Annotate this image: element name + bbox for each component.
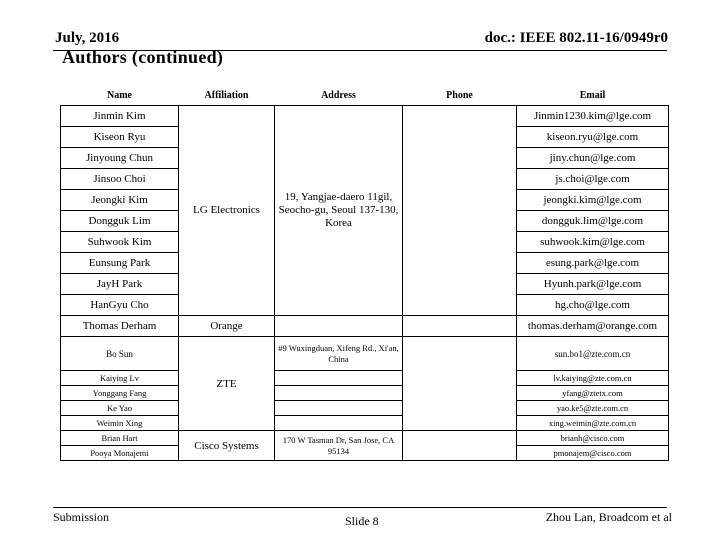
author-email: esung.park@lge.com	[517, 253, 669, 274]
author-address	[275, 416, 403, 431]
author-address	[275, 401, 403, 416]
author-address	[275, 316, 403, 337]
footer-author: Zhou Lan, Broadcom et al	[545, 510, 672, 524]
author-email: thomas.derham@orange.com	[517, 316, 669, 337]
author-affiliation: LG Electronics	[179, 106, 275, 316]
author-affiliation: Cisco Systems	[179, 431, 275, 461]
author-email: sun.bo1@zte.com.cn	[517, 337, 669, 371]
author-email: suhwook.kim@lge.com	[517, 232, 669, 253]
author-phone	[403, 106, 517, 316]
author-name: Kiseon Ryu	[61, 127, 179, 148]
author-email: pmonajem@cisco.com	[517, 446, 669, 461]
author-address: 19, Yangjae-daero 11gil, Seocho-gu, Seoul 137-130, Korea	[275, 106, 403, 316]
column-header: Affiliation	[204, 89, 249, 101]
author-name: Dongguk Lim	[61, 211, 179, 232]
author-phone	[403, 337, 517, 431]
author-name: Kaiying Lv	[61, 371, 179, 386]
author-name: Jeongki Kim	[61, 190, 179, 211]
author-name: Weimin Xing	[61, 416, 179, 431]
author-name: Yonggang Fang	[61, 386, 179, 401]
author-email: yao.ke5@zte.com.cn	[517, 401, 669, 416]
footer-rule	[53, 507, 667, 508]
author-name: HanGyu Cho	[61, 295, 179, 316]
author-name: Ke Yao	[61, 401, 179, 416]
author-name: Eunsung Park	[61, 253, 179, 274]
author-address: 170 W Tasman Dr, San Jose, CA 95134	[275, 431, 403, 461]
table-row	[61, 386, 669, 401]
table-row	[61, 401, 669, 416]
author-name: Jinmin Kim	[61, 106, 179, 127]
author-name: Pooya Monajemi	[61, 446, 179, 461]
table-row	[61, 431, 669, 446]
author-email: kiseon.ryu@lge.com	[517, 127, 669, 148]
author-name: Bo Sun	[61, 337, 179, 371]
author-phone	[403, 316, 517, 337]
author-email: hg.cho@lge.com	[517, 295, 669, 316]
author-affiliation: ZTE	[179, 337, 275, 431]
author-email: Hyunh.park@lge.com	[517, 274, 669, 295]
author-email: lv.kaiying@zte.com.cn	[517, 371, 669, 386]
author-name: Jinyoung Chun	[61, 148, 179, 169]
column-header: Name	[107, 89, 132, 101]
author-affiliation: Orange	[179, 316, 275, 337]
table-row	[61, 106, 669, 127]
author-name: Thomas Derham	[61, 316, 179, 337]
author-name: JayH Park	[61, 274, 179, 295]
author-email: jiny.chun@lge.com	[517, 148, 669, 169]
column-header: Email	[579, 89, 606, 101]
page-title: Authors (continued)	[62, 47, 224, 67]
author-email: Jinmin1230.kim@lge.com	[517, 106, 669, 127]
table-row	[61, 371, 669, 386]
author-address: #9 Wuxingduan, Xifeng Rd., Xi'an, China	[275, 337, 403, 371]
table-row	[61, 316, 669, 337]
table-header-row	[61, 85, 669, 106]
author-email: js.choi@lge.com	[517, 169, 669, 190]
author-phone	[403, 431, 517, 461]
author-address	[275, 386, 403, 401]
table-row	[61, 337, 669, 371]
author-email: brianh@cisco.com	[517, 431, 669, 446]
author-email: dongguk.lim@lge.com	[517, 211, 669, 232]
authors-table	[60, 85, 669, 461]
author-email: xing.weimin@zte.com.cn	[517, 416, 669, 431]
author-name: Jinsoo Choi	[61, 169, 179, 190]
footer-slide-number: Slide 8	[345, 514, 379, 528]
author-address	[275, 371, 403, 386]
author-name: Suhwook Kim	[61, 232, 179, 253]
header-date: July, 2016	[55, 30, 120, 46]
author-email: jeongki.kim@lge.com	[517, 190, 669, 211]
table-row	[61, 416, 669, 431]
column-header: Address	[321, 89, 356, 101]
column-header: Phone	[446, 89, 473, 101]
author-email: yfang@ztetx.com	[517, 386, 669, 401]
header-doc-id: doc.: IEEE 802.11-16/0949r0	[484, 30, 668, 46]
author-name: Brian Hart	[61, 431, 179, 446]
footer-submission: Submission	[53, 510, 110, 524]
